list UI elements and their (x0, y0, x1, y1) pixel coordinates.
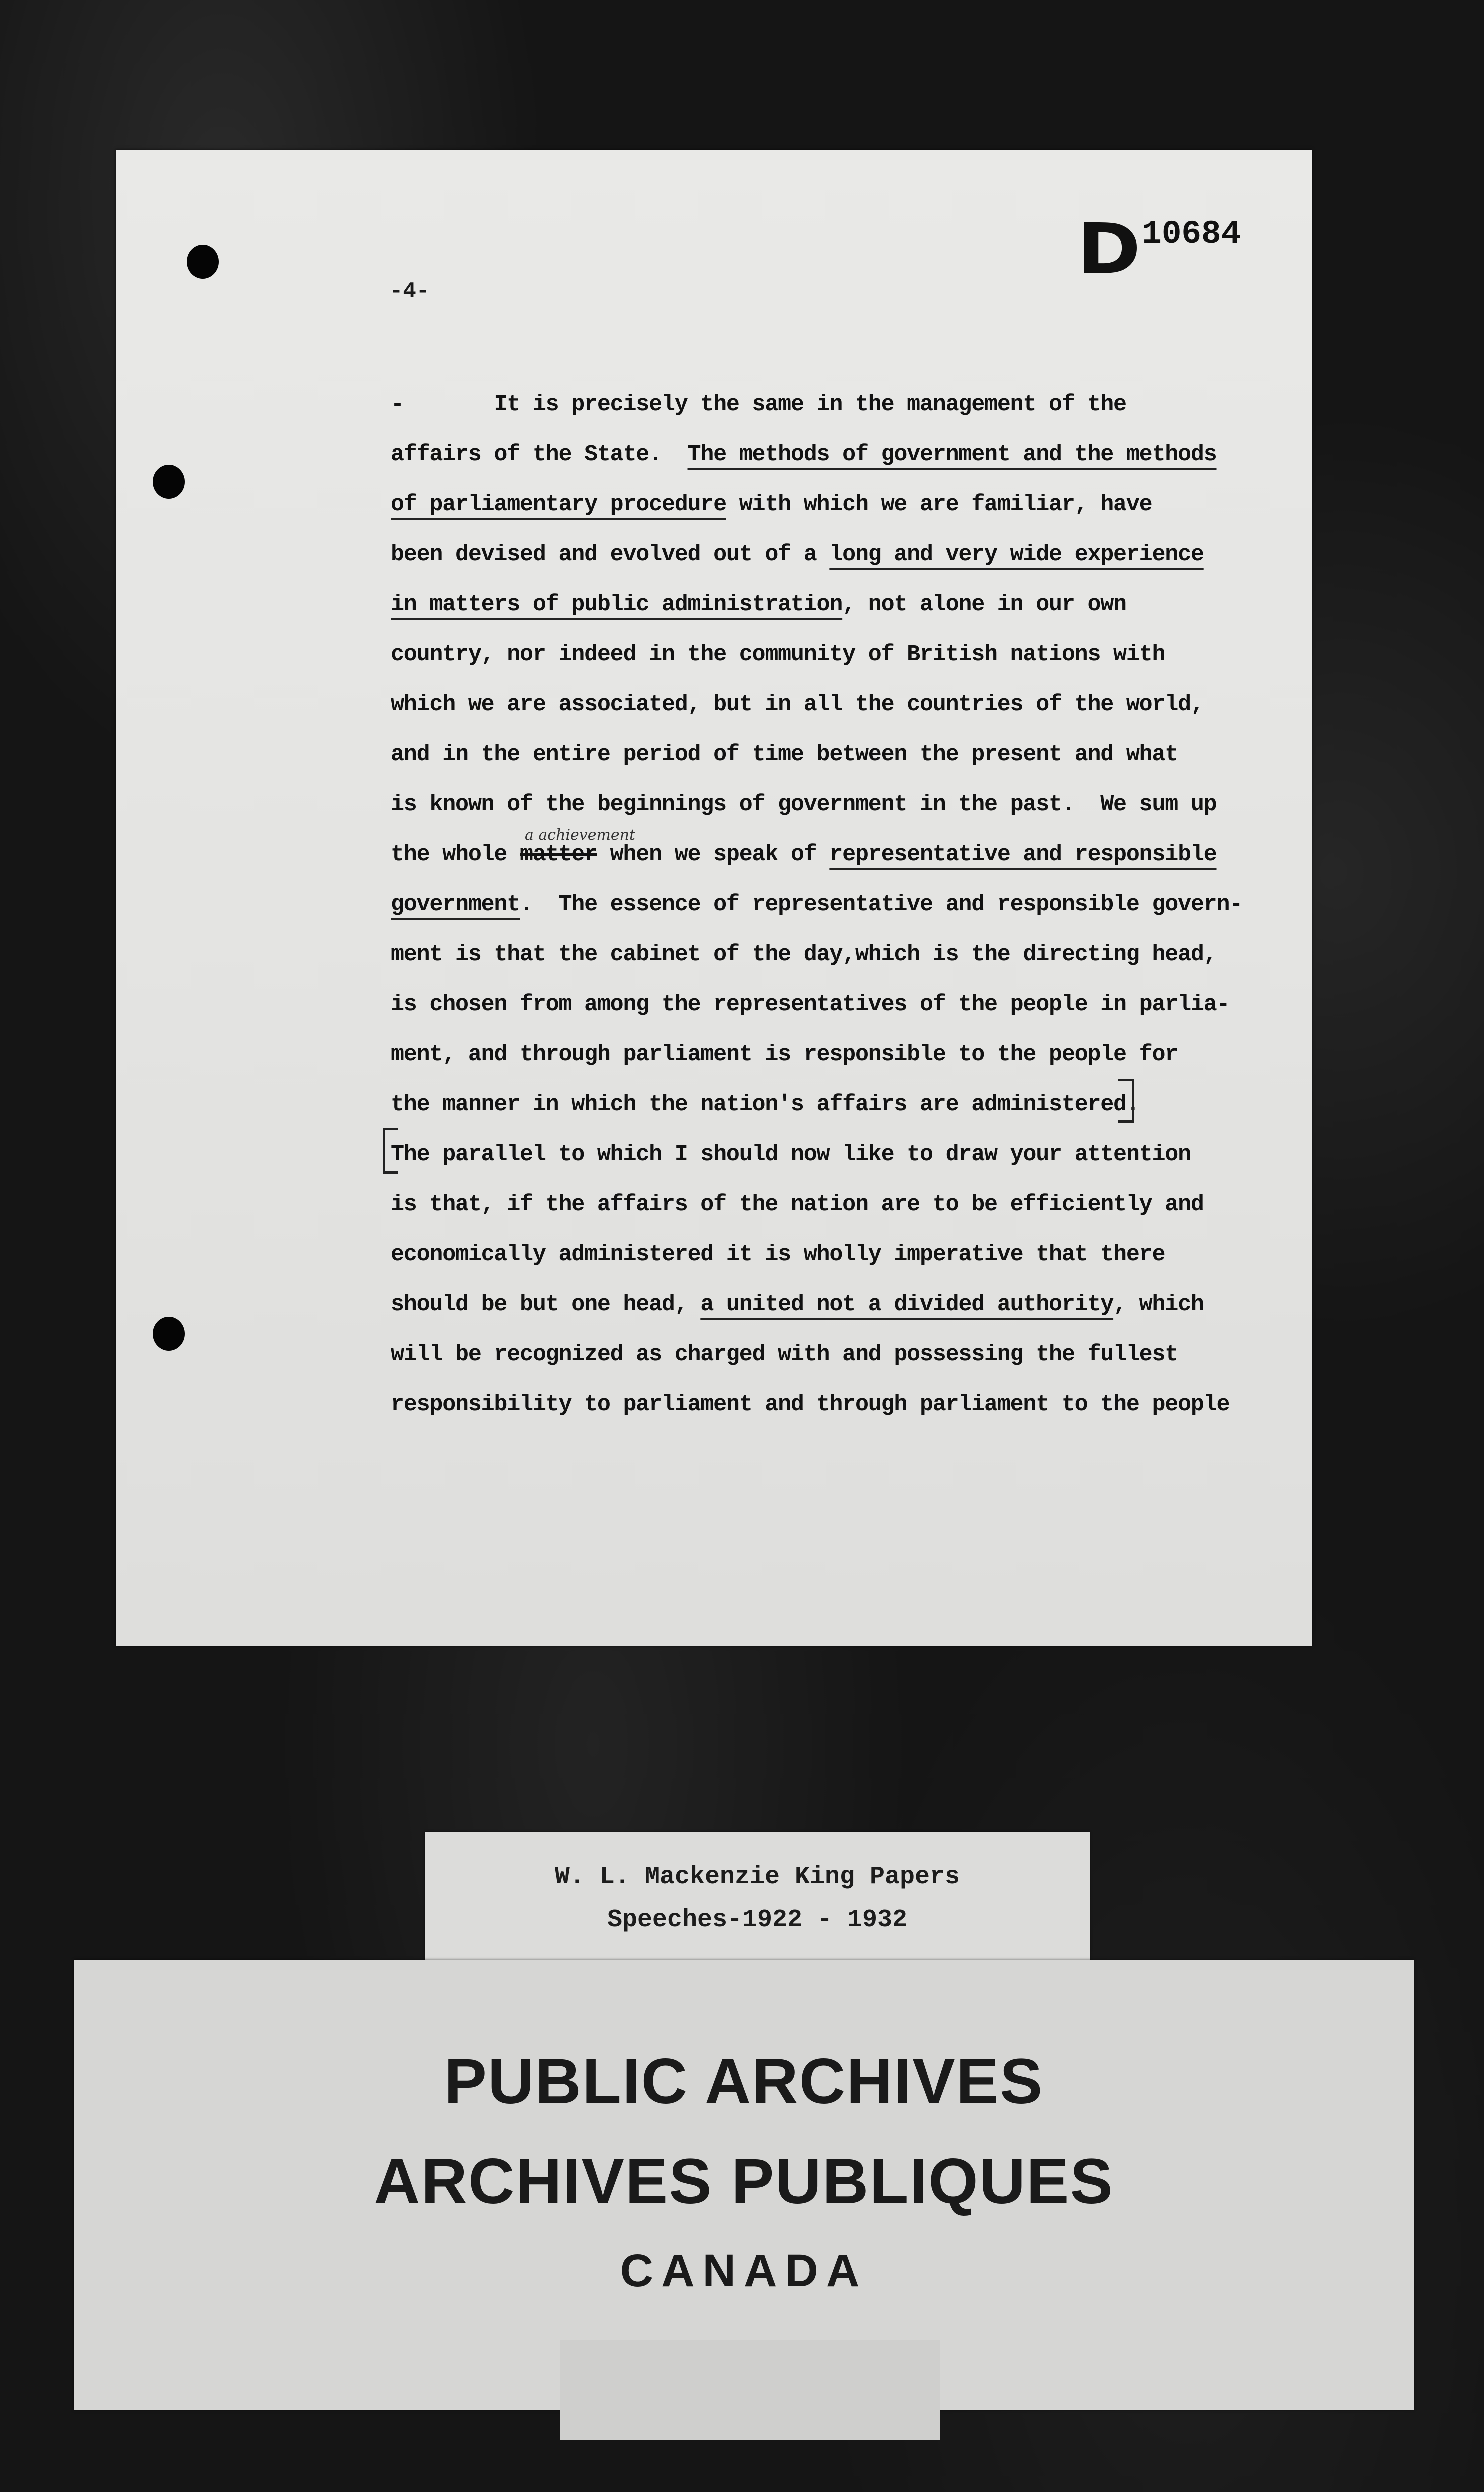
document-number (1077, 209, 1242, 290)
text-run: It is precisely the same in the management of the (404, 392, 1126, 418)
typed-line (391, 1180, 1251, 1230)
underlined-text: a united not a divided authority (700, 1292, 1114, 1318)
text-run: economically administered it is wholly imperative that there (391, 1242, 1166, 1268)
collection-series: Speeches-1922 - 1932 (607, 1906, 908, 1934)
punch-hole-bottom (153, 1317, 185, 1351)
text-run: will be recognized as charged with and possessing the fullest (391, 1342, 1178, 1368)
text-run: responsibility to parliament and through parliament to the people (391, 1392, 1230, 1418)
typed-line (391, 630, 1251, 680)
document-number-value: 10684 (1142, 216, 1242, 253)
text-run: . The essence of representative and responsible govern- (520, 892, 1243, 918)
text-run: should be but one head, (391, 1292, 701, 1318)
text-run: is that, if the affairs of the nation are to be efficiently and (391, 1192, 1204, 1218)
typed-line (391, 680, 1251, 730)
page-number: -4- (390, 279, 430, 304)
typed-line (391, 380, 1251, 430)
margin-bracket-open (383, 1128, 398, 1174)
punch-hole-middle (153, 465, 185, 499)
text-run: affairs of the State. (391, 442, 688, 468)
margin-bracket-close (1118, 1079, 1134, 1123)
typed-line (391, 1230, 1251, 1280)
collection-name: W. L. Mackenzie King Papers (554, 1863, 960, 1892)
text-run: is chosen from among the representatives of the people in parlia- (391, 992, 1230, 1018)
underlined-text: government (391, 892, 520, 918)
underlined-text: representative and responsible (830, 842, 1217, 868)
typed-line (391, 430, 1251, 480)
text-run: the manner in which the nation's affairs are administered. (391, 1092, 1140, 1118)
text-run: - (391, 392, 404, 418)
typed-line (391, 530, 1251, 580)
handwritten-insertion: a achievement (525, 826, 636, 844)
typed-line (391, 980, 1251, 1030)
text-run: ment, and through parliament is responsible to the people for (391, 1042, 1178, 1068)
typed-line (391, 826, 1251, 880)
typed-line (391, 730, 1251, 780)
punch-hole-top (187, 245, 219, 279)
typed-line (391, 1030, 1251, 1080)
text-run: ment is that the cabinet of the day,which is the directing head, (391, 942, 1217, 968)
text-run: and in the entire period of time between the present and what (391, 742, 1178, 768)
label-tab (560, 2340, 940, 2440)
collection-label (425, 1832, 1090, 1962)
text-run: with which we are familiar, have (726, 492, 1152, 518)
typed-line (391, 1330, 1251, 1380)
typed-line (391, 1130, 1251, 1180)
underlined-text: in matters of public administration (391, 592, 843, 618)
typed-text-body (391, 380, 1251, 1430)
typed-line (391, 930, 1251, 980)
text-run: is known of the beginnings of government in the past. We sum up (391, 792, 1217, 818)
underlined-text: of parliamentary procedure (391, 492, 726, 518)
text-run: country, nor indeed in the community of British nations with (391, 642, 1166, 668)
underlined-text: long and very wide experience (830, 542, 1204, 568)
text-run: , not alone in our own (842, 592, 1126, 618)
typed-line (391, 580, 1251, 630)
underlined-text: The methods of government and the methods (688, 442, 1217, 468)
typed-line (391, 780, 1251, 830)
typed-line (391, 1380, 1251, 1430)
archive-name-english: PUBLIC ARCHIVES (444, 2046, 1044, 2118)
archive-country: CANADA (620, 2246, 868, 2296)
text-run: The parallel to which I should now like to draw your attention (391, 1142, 1191, 1168)
typed-line (391, 480, 1251, 530)
text-run: the whole (391, 842, 520, 868)
archive-name-french: ARCHIVES PUBLIQUES (374, 2146, 1114, 2218)
text-run: which we are associated, but in all the countries of the world, (391, 692, 1204, 718)
text-run: been devised and evolved out of a (391, 542, 830, 568)
text-run: , which (1114, 1292, 1204, 1318)
typed-line (391, 1280, 1251, 1330)
document-number-prefix: D (1077, 209, 1142, 290)
text-run: when we speak of (597, 842, 830, 868)
struck-text: matter (520, 842, 598, 868)
typed-line (391, 880, 1251, 930)
